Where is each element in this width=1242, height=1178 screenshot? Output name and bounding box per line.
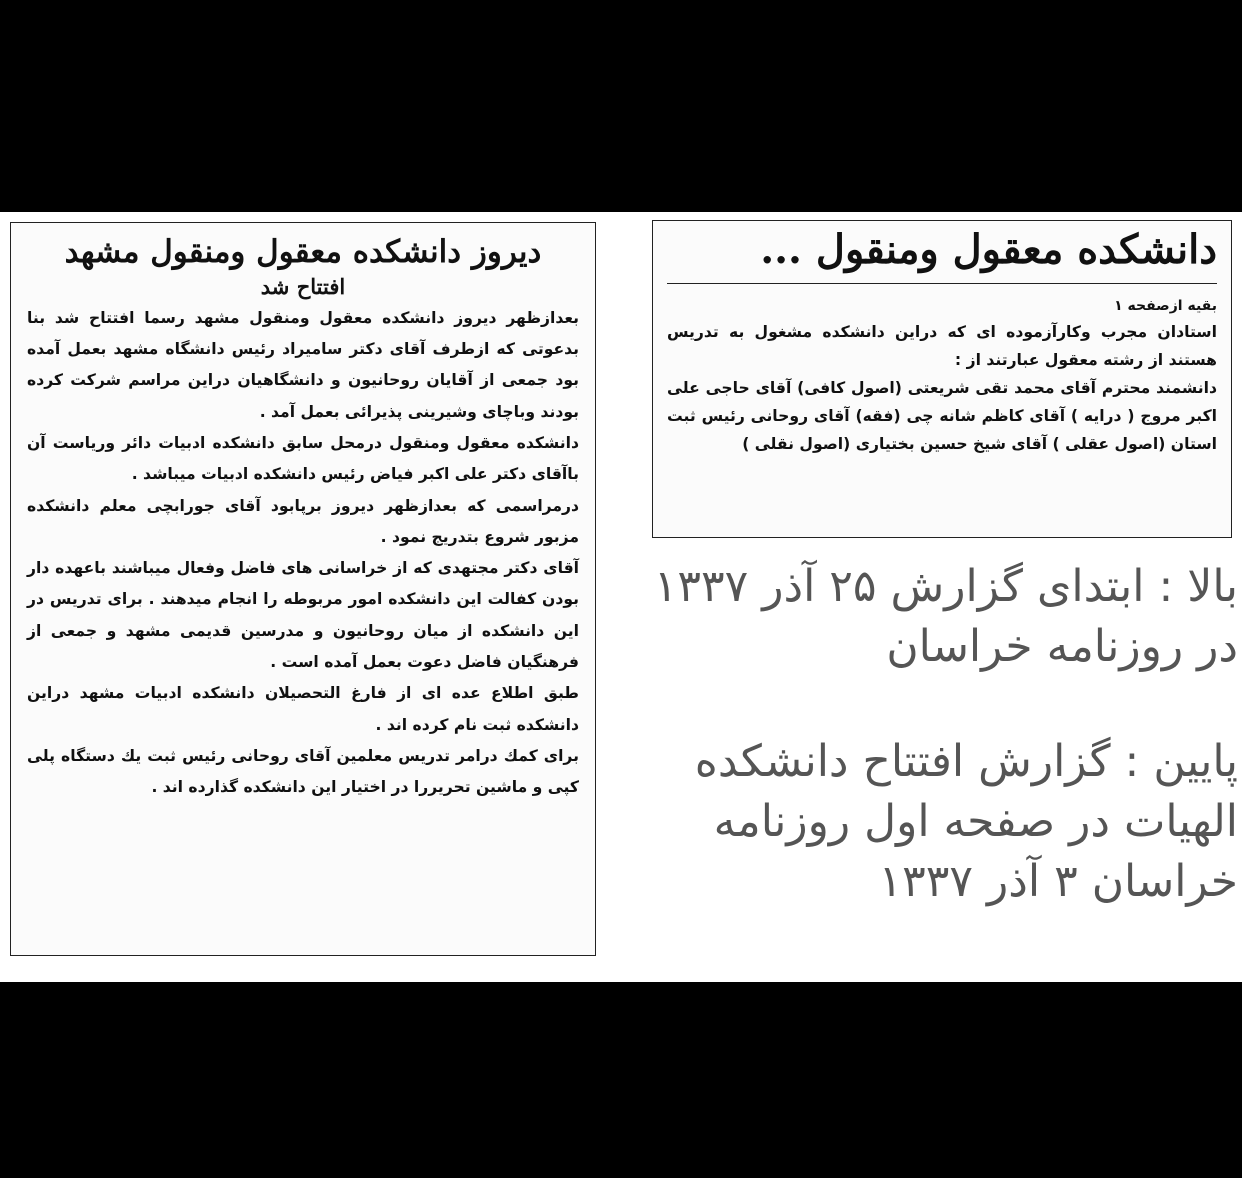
- caption-bottom: [638, 732, 1238, 912]
- clipping-paragraph: دانشمند محترم آقای محمد تقی شریعتی (اصول کافی) آقای حاجی علی اکبر مروج ( درایه ) آقای کاظم شانه چی (فقه) آقای روحانی رئیس ثبت استان (اصول عقلی ) آقای شیخ حسین بختیاری (اصول نقلی ): [667, 379, 1217, 453]
- caption-top: [638, 557, 1238, 677]
- clipping-paragraph: بعدازظهر دیروز دانشکده معقول ومنقول مشهد رسما افتتاح شد بنا بدعوتی که ازطرف آقای دکتر سامیراد رئیس دانشگاه مشهد بعمل آمده بود جمعی از آقایان روحانیون و دانشگاهیان دراین مراسم شرکت کرده بودند وباچای وشیرینی پذیرائی بعمل آمد .: [27, 308, 579, 421]
- caption-line: الهیات در صفحه اول روزنامه: [713, 796, 1238, 847]
- newspaper-clipping-opening-report: [10, 222, 596, 956]
- caption-line: پایین : گزارش افتتاح دانشکده: [694, 736, 1238, 787]
- clipping-paragraph: استادان مجرب وکارآزموده ای که دراین دانشکده مشغول به تدریس هستند از رشته معقول عبارتند از :: [667, 323, 1217, 369]
- clipping-paragraph: طبق اطلاع عده ای از فارغ التحصیلان دانشکده ادبیات مشهد دراین دانشکده ثبت نام کرده اند .: [27, 684, 579, 734]
- clipping-subheadline: افتتاح شد: [260, 273, 346, 299]
- clipping-paragraph: برای کمك درامر تدریس معلمین آقای روحانی رئیس ثبت یك دستگاه پلی کپی و ماشین تحریررا در اختیار این دانشکده گذارده اند .: [27, 746, 579, 797]
- clipping-headline: دانشکده معقول ومنقول ...: [667, 227, 1217, 284]
- content-panel: [0, 212, 1242, 982]
- clipping-paragraph: آقای دکتر مجتهدی که از خراسانی های فاضل وفعال میباشند باعهده دار بودن کفالت این دانشکده امور مربوطه را انجام میدهند . برای تدریس در این دانشکده از میان روحانیون و مدرسین قدیمی مشهد و جمعی از فرهنگیان فاضل دعوت بعمل آمده است .: [27, 559, 579, 672]
- clipping-paragraph: درمراسمی که بعدازظهر دیروز برپابود آقای جورابچی معلم دانشکده مزبور شروع بتدریج نمود .: [27, 496, 579, 546]
- clipping-paragraph: دانشکده معقول ومنقول درمحل سابق دانشکده ادبیات دائر وریاست آن باآقای دکتر علی اکبر فیاض رئیس دانشکده ادبیات میباشد .: [27, 433, 579, 484]
- caption-line: خراسان ۳ آذر ۱۳۳۷: [878, 856, 1238, 907]
- caption-line: در روزنامه خراسان: [886, 621, 1238, 672]
- continued-from-label: بقیه ازصفحه ۱: [1114, 298, 1217, 314]
- caption-line: بالا : ابتدای گزارش ۲۵ آذر ۱۳۳۷: [653, 561, 1238, 612]
- newspaper-clipping-continuation: [652, 220, 1232, 538]
- clipping-headline: دیروز دانشکده معقول ومنقول مشهد: [64, 234, 542, 270]
